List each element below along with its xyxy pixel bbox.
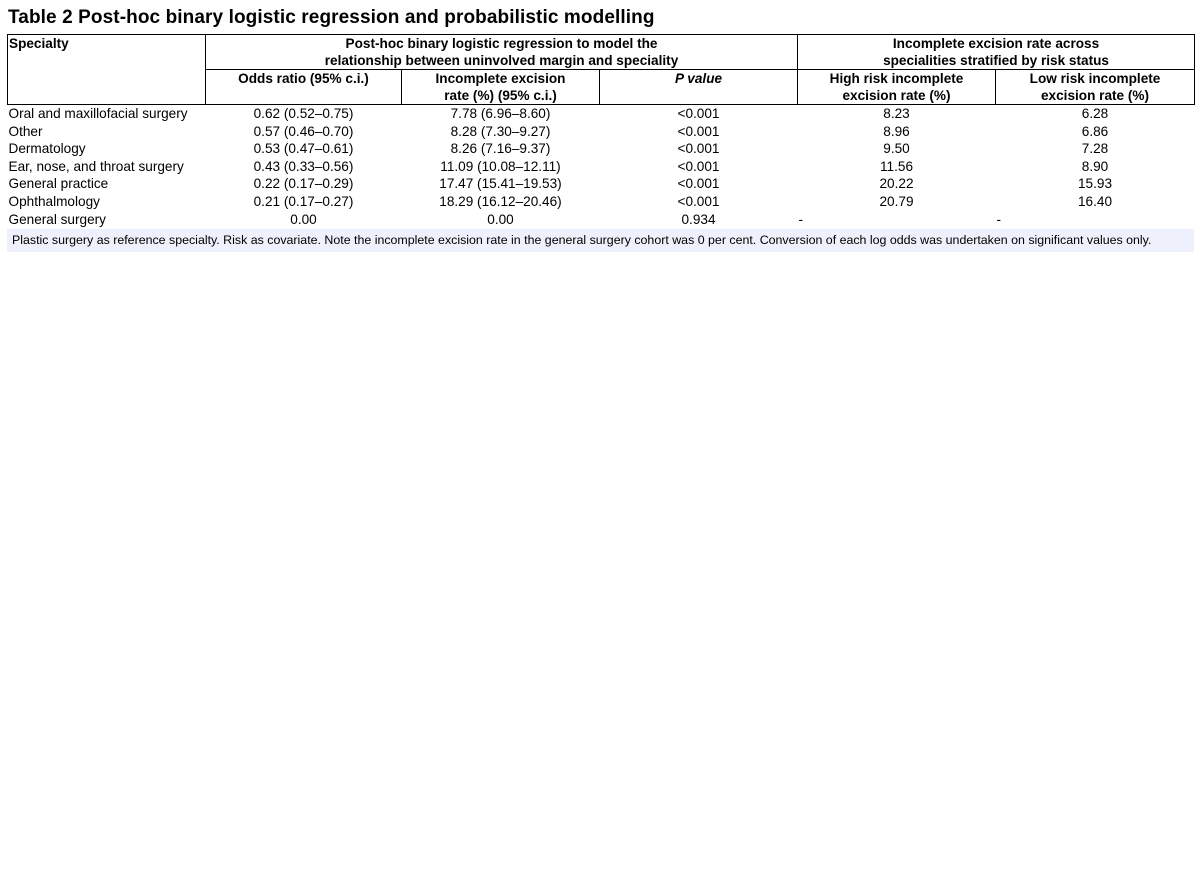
cell-odds-ratio: 0.00 (290, 211, 317, 227)
cell-high-risk: - (798, 211, 804, 227)
cell-specialty: Oral and maxillofacial surgery (8, 106, 188, 121)
cell-odds-ratio: 0.21 (0.17–0.27) (253, 193, 354, 209)
cell-high-risk: 11.56 (880, 158, 914, 174)
cell-low-risk: - (996, 211, 1002, 227)
cell-odds-ratio: 0.62 (0.52–0.75) (253, 106, 354, 121)
cell-incomplete-rate: 17.47 (15.41–19.53) (439, 176, 562, 192)
table-row (8, 175, 1195, 193)
cell-low-risk: 7.28 (1081, 141, 1109, 157)
cell-odds-ratio: 0.53 (0.47–0.61) (253, 141, 354, 157)
cell-high-risk: 20.22 (879, 176, 914, 192)
cell-odds-ratio: 0.22 (0.17–0.29) (253, 176, 354, 192)
header-low-risk: Low risk incomplete excision rate (%) (996, 70, 1195, 105)
cell-odds-ratio: 0.57 (0.46–0.70) (253, 123, 354, 139)
cell-low-risk: 8.90 (1081, 158, 1109, 174)
header-odds-ratio: Odds ratio (95% c.i.) (206, 70, 402, 105)
cell-incomplete-rate: 8.28 (7.30–9.27) (450, 123, 551, 139)
cell-specialty: Ophthalmology (8, 193, 100, 209)
cell-low-risk: 15.93 (1078, 176, 1113, 192)
cell-low-risk: 6.86 (1081, 123, 1109, 139)
table-row (8, 158, 1195, 176)
table-footnote: Plastic surgery as reference specialty. Risk as covariate. Note the incomplete excision rate in the general surgery cohort was 0 per cent. Conversion of each log odds was undertaken on significant values only. (7, 229, 1194, 252)
cell-incomplete-rate: 11.09 (10.08–12.11) (440, 158, 561, 174)
cell-p-value: 0.934 (681, 211, 716, 227)
cell-specialty: Ear, nose, and throat surgery (8, 158, 184, 174)
table-row (8, 211, 1195, 229)
cell-incomplete-rate: 0.00 (487, 211, 514, 227)
table-row (8, 123, 1195, 141)
header-incomplete-rate: Incomplete excision rate (%) (95% c.i.) (402, 70, 600, 105)
cell-specialty: Dermatology (8, 141, 86, 157)
table-container (7, 6, 1194, 252)
cell-odds-ratio: 0.43 (0.33–0.56) (253, 158, 354, 174)
header-specialty: Specialty (8, 35, 206, 105)
header-row-1 (8, 35, 1195, 70)
cell-p-value: <0.001 (677, 106, 720, 121)
header-high-risk: High risk incomplete excision rate (%) (798, 70, 996, 105)
table-row (8, 140, 1195, 158)
header-group-risk: Incomplete excision rate across specialities stratified by risk status (798, 35, 1195, 70)
cell-incomplete-rate: 7.78 (6.96–8.60) (450, 106, 551, 121)
cell-high-risk: 8.23 (883, 106, 910, 121)
table-title: Table 2 Post-hoc binary logistic regression and probabilistic modelling (8, 7, 655, 28)
results-table (7, 34, 1195, 228)
table-row (8, 193, 1195, 211)
cell-low-risk: 16.40 (1078, 193, 1113, 209)
cell-p-value: <0.001 (677, 158, 720, 174)
cell-high-risk: 8.96 (883, 123, 910, 139)
cell-high-risk: 20.79 (879, 193, 914, 209)
cell-specialty: General practice (8, 176, 109, 192)
cell-incomplete-rate: 8.26 (7.16–9.37) (450, 141, 551, 157)
cell-p-value: <0.001 (677, 141, 720, 157)
cell-p-value: <0.001 (677, 193, 720, 209)
cell-incomplete-rate: 18.29 (16.12–20.46) (439, 193, 562, 209)
cell-high-risk: 9.50 (883, 141, 910, 157)
cell-p-value: <0.001 (677, 123, 720, 139)
header-p-value: P value (600, 70, 798, 105)
table-row (8, 105, 1195, 123)
header-group-regression: Post-hoc binary logistic regression to model the relationship between uninvolved margin and speciality (206, 35, 798, 70)
cell-low-risk: 6.28 (1081, 106, 1109, 121)
cell-specialty: General surgery (8, 211, 106, 227)
cell-p-value: <0.001 (677, 176, 720, 192)
cell-specialty: Other (8, 123, 43, 139)
